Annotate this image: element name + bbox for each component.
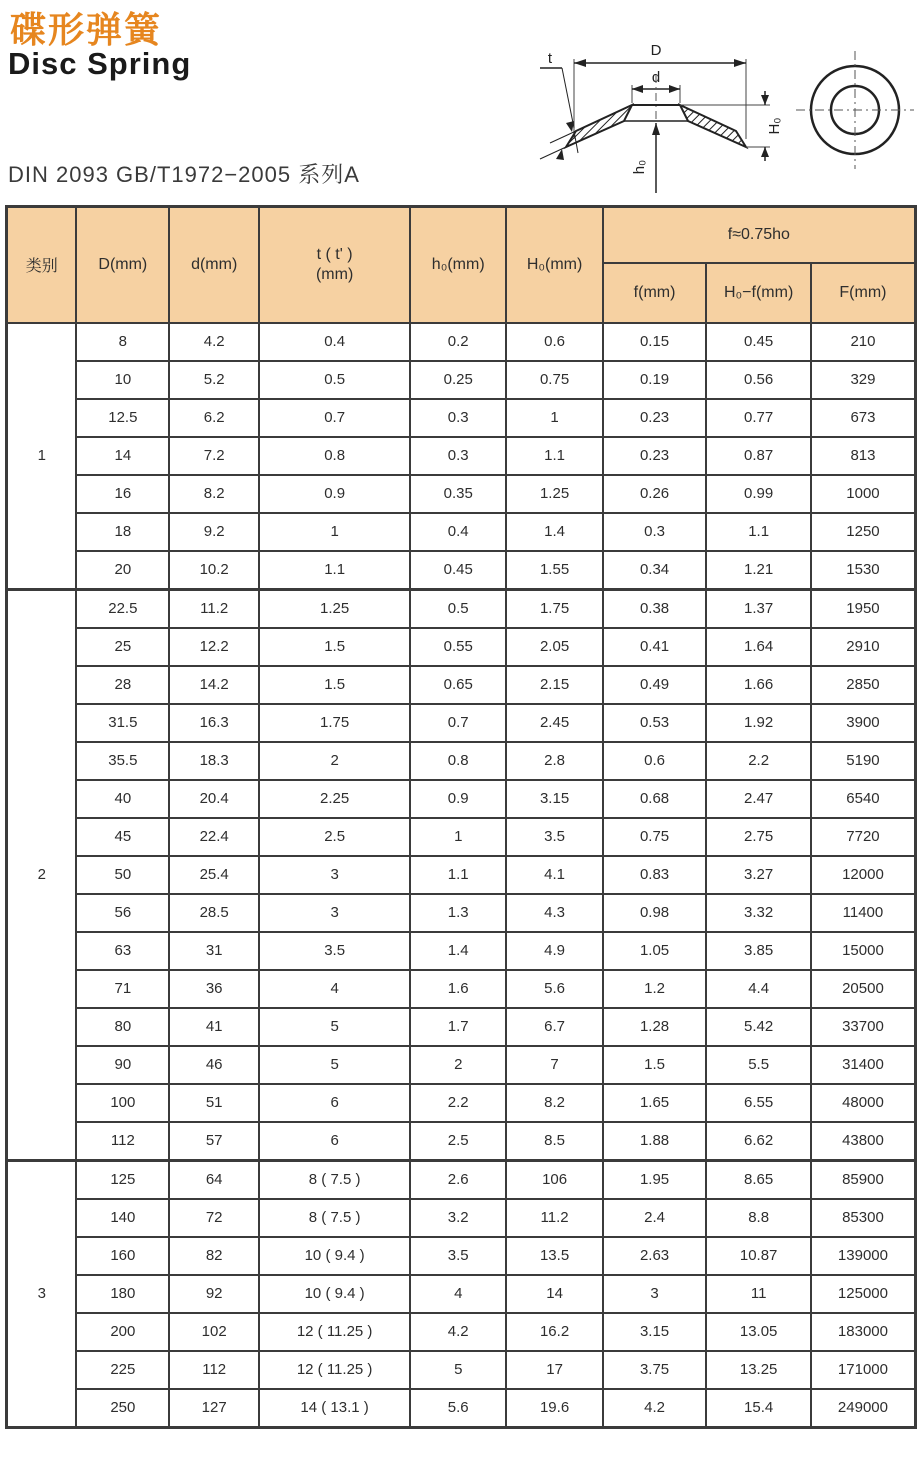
value-cell: 3.2 (410, 1199, 506, 1237)
value-cell: 0.65 (410, 666, 506, 704)
table-row (7, 513, 916, 551)
value-cell: 0.6 (506, 323, 602, 361)
value-cell: 3 (259, 894, 410, 932)
value-cell: 102 (169, 1313, 259, 1351)
value-cell: 200 (76, 1313, 169, 1351)
value-cell: 1.64 (706, 628, 811, 666)
value-cell: 1.1 (706, 513, 811, 551)
value-cell: 1.21 (706, 551, 811, 590)
value-cell: 1.75 (259, 704, 410, 742)
value-cell: 43800 (811, 1122, 916, 1161)
table-row (7, 589, 916, 628)
value-cell: 2.2 (410, 1084, 506, 1122)
value-cell: 2.8 (506, 742, 602, 780)
value-cell: 25 (76, 628, 169, 666)
standard-reference: DIN 2093 GB/T1972−2005 系列A (8, 162, 360, 187)
table-row (7, 1160, 916, 1199)
value-cell: 1.2 (603, 970, 707, 1008)
value-cell: 0.9 (410, 780, 506, 818)
value-cell: 0.6 (603, 742, 707, 780)
value-cell: 0.35 (410, 475, 506, 513)
value-cell: 90 (76, 1046, 169, 1084)
value-cell: 250 (76, 1389, 169, 1428)
page-title-chinese: 碟形弹簧 (10, 9, 163, 50)
value-cell: 0.8 (410, 742, 506, 780)
value-cell: 8 ( 7.5 ) (259, 1199, 410, 1237)
table-row (7, 1046, 916, 1084)
value-cell: 0.41 (603, 628, 707, 666)
value-cell: 31.5 (76, 704, 169, 742)
value-cell: 112 (169, 1351, 259, 1389)
value-cell: 1.88 (603, 1122, 707, 1161)
col-header-t (259, 207, 410, 323)
value-cell: 11400 (811, 894, 916, 932)
value-cell: 18.3 (169, 742, 259, 780)
value-cell: 4.4 (706, 970, 811, 1008)
value-cell: 5.6 (506, 970, 602, 1008)
value-cell: 0.23 (603, 437, 707, 475)
value-cell: 0.87 (706, 437, 811, 475)
value-cell: 139000 (811, 1237, 916, 1275)
value-cell: 0.15 (603, 323, 707, 361)
table-row (7, 437, 916, 475)
value-cell: 1.5 (259, 666, 410, 704)
value-cell: 45 (76, 818, 169, 856)
value-cell: 1.6 (410, 970, 506, 1008)
value-cell: 1.92 (706, 704, 811, 742)
col-header-t-line1: t ( t' ) (316, 245, 353, 263)
table-row (7, 932, 916, 970)
value-cell: 100 (76, 1084, 169, 1122)
value-cell: 71 (76, 970, 169, 1008)
table-row (7, 704, 916, 742)
value-cell: 5.5 (706, 1046, 811, 1084)
table-row (7, 551, 916, 590)
table-row (7, 628, 916, 666)
value-cell: 28.5 (169, 894, 259, 932)
value-cell: 56 (76, 894, 169, 932)
value-cell: 1 (259, 513, 410, 551)
table-row (7, 1084, 916, 1122)
value-cell: 0.45 (410, 551, 506, 590)
value-cell: 0.49 (603, 666, 707, 704)
value-cell: 1.5 (603, 1046, 707, 1084)
value-cell: 4 (259, 970, 410, 1008)
value-cell: 22.5 (76, 589, 169, 628)
value-cell: 8.5 (506, 1122, 602, 1161)
col-header-f-group: f≈0.75ho (603, 207, 916, 263)
table-row (7, 475, 916, 513)
value-cell: 1 (506, 399, 602, 437)
value-cell: 0.4 (259, 323, 410, 361)
value-cell: 5 (259, 1046, 410, 1084)
value-cell: 12 ( 11.25 ) (259, 1351, 410, 1389)
value-cell: 51 (169, 1084, 259, 1122)
value-cell: 1.65 (603, 1084, 707, 1122)
col-header-category: 类别 (7, 207, 77, 323)
value-cell: 0.77 (706, 399, 811, 437)
value-cell: 3.15 (506, 780, 602, 818)
value-cell: 813 (811, 437, 916, 475)
value-cell: 20 (76, 551, 169, 590)
col-header-d: d(mm) (169, 207, 259, 323)
value-cell: 3 (259, 856, 410, 894)
value-cell: 8.2 (169, 475, 259, 513)
value-cell: 2.2 (706, 742, 811, 780)
value-cell: 3.5 (506, 818, 602, 856)
value-cell: 1000 (811, 475, 916, 513)
value-cell: 0.34 (603, 551, 707, 590)
dim-label-H0: H₀ (766, 117, 783, 135)
value-cell: 7720 (811, 818, 916, 856)
value-cell: 125000 (811, 1275, 916, 1313)
value-cell: 5.2 (169, 361, 259, 399)
value-cell: 1.75 (506, 589, 602, 628)
value-cell: 1.37 (706, 589, 811, 628)
value-cell: 40 (76, 780, 169, 818)
value-cell: 4 (410, 1275, 506, 1313)
value-cell: 1950 (811, 589, 916, 628)
value-cell: 0.25 (410, 361, 506, 399)
value-cell: 12.2 (169, 628, 259, 666)
value-cell: 1.25 (506, 475, 602, 513)
value-cell: 1.1 (506, 437, 602, 475)
table-row (7, 856, 916, 894)
value-cell: 6.7 (506, 1008, 602, 1046)
value-cell: 1.5 (259, 628, 410, 666)
value-cell: 0.4 (410, 513, 506, 551)
value-cell: 1.25 (259, 589, 410, 628)
value-cell: 12 ( 11.25 ) (259, 1313, 410, 1351)
value-cell: 0.55 (410, 628, 506, 666)
value-cell: 4.1 (506, 856, 602, 894)
value-cell: 0.3 (603, 513, 707, 551)
value-cell: 22.4 (169, 818, 259, 856)
value-cell: 16.3 (169, 704, 259, 742)
value-cell: 0.5 (259, 361, 410, 399)
value-cell: 16 (76, 475, 169, 513)
value-cell: 0.7 (259, 399, 410, 437)
table-row (7, 1199, 916, 1237)
value-cell: 210 (811, 323, 916, 361)
value-cell: 180 (76, 1275, 169, 1313)
col-header-D: D(mm) (76, 207, 169, 323)
value-cell: 63 (76, 932, 169, 970)
table-row (7, 1122, 916, 1161)
value-cell: 5 (410, 1351, 506, 1389)
disc-spring-diagram (532, 35, 922, 205)
value-cell: 1 (410, 818, 506, 856)
table-row (7, 361, 916, 399)
value-cell: 10 ( 9.4 ) (259, 1237, 410, 1275)
value-cell: 0.75 (603, 818, 707, 856)
value-cell: 50 (76, 856, 169, 894)
value-cell: 12.5 (76, 399, 169, 437)
value-cell: 3.32 (706, 894, 811, 932)
value-cell: 15.4 (706, 1389, 811, 1428)
value-cell: 15000 (811, 932, 916, 970)
dim-label-t: t (547, 50, 553, 67)
value-cell: 225 (76, 1351, 169, 1389)
value-cell: 3.5 (259, 932, 410, 970)
value-cell: 112 (76, 1122, 169, 1161)
value-cell: 106 (506, 1160, 602, 1199)
value-cell: 1.4 (506, 513, 602, 551)
table-row (7, 818, 916, 856)
value-cell: 8 (76, 323, 169, 361)
value-cell: 0.5 (410, 589, 506, 628)
col-header-f: f(mm) (603, 263, 707, 323)
value-cell: 4.2 (603, 1389, 707, 1428)
value-cell: 5.6 (410, 1389, 506, 1428)
disc-spring-top-view (788, 35, 922, 185)
value-cell: 5190 (811, 742, 916, 780)
value-cell: 3 (603, 1275, 707, 1313)
value-cell: 9.2 (169, 513, 259, 551)
category-cell: 3 (7, 1160, 77, 1427)
value-cell: 5 (259, 1008, 410, 1046)
value-cell: 10.87 (706, 1237, 811, 1275)
value-cell: 10 (76, 361, 169, 399)
value-cell: 48000 (811, 1084, 916, 1122)
value-cell: 3.27 (706, 856, 811, 894)
value-cell: 72 (169, 1199, 259, 1237)
value-cell: 6.62 (706, 1122, 811, 1161)
value-cell: 8 ( 7.5 ) (259, 1160, 410, 1199)
value-cell: 329 (811, 361, 916, 399)
value-cell: 4.2 (169, 323, 259, 361)
value-cell: 10 ( 9.4 ) (259, 1275, 410, 1313)
value-cell: 0.3 (410, 399, 506, 437)
value-cell: 0.53 (603, 704, 707, 742)
value-cell: 0.56 (706, 361, 811, 399)
value-cell: 0.99 (706, 475, 811, 513)
disc-spring-spec-table (5, 205, 917, 1429)
value-cell: 183000 (811, 1313, 916, 1351)
value-cell: 28 (76, 666, 169, 704)
value-cell: 57 (169, 1122, 259, 1161)
value-cell: 85300 (811, 1199, 916, 1237)
value-cell: 3.85 (706, 932, 811, 970)
col-header-F: F(mm) (811, 263, 916, 323)
value-cell: 1.4 (410, 932, 506, 970)
value-cell: 92 (169, 1275, 259, 1313)
value-cell: 2850 (811, 666, 916, 704)
value-cell: 127 (169, 1389, 259, 1428)
spec-table-body (7, 323, 916, 1428)
value-cell: 1.05 (603, 932, 707, 970)
table-row (7, 399, 916, 437)
value-cell: 8.65 (706, 1160, 811, 1199)
value-cell: 4.2 (410, 1313, 506, 1351)
value-cell: 36 (169, 970, 259, 1008)
value-cell: 0.45 (706, 323, 811, 361)
value-cell: 2.05 (506, 628, 602, 666)
value-cell: 7.2 (169, 437, 259, 475)
table-row (7, 742, 916, 780)
value-cell: 1.66 (706, 666, 811, 704)
value-cell: 2.15 (506, 666, 602, 704)
value-cell: 4.3 (506, 894, 602, 932)
table-row (7, 970, 916, 1008)
value-cell: 1.28 (603, 1008, 707, 1046)
value-cell: 0.8 (259, 437, 410, 475)
value-cell: 31400 (811, 1046, 916, 1084)
value-cell: 0.19 (603, 361, 707, 399)
disc-spring-cross-section (532, 35, 784, 205)
value-cell: 13.25 (706, 1351, 811, 1389)
value-cell: 11.2 (506, 1199, 602, 1237)
value-cell: 4.9 (506, 932, 602, 970)
col-header-t-line2: (mm) (315, 265, 354, 283)
value-cell: 0.75 (506, 361, 602, 399)
value-cell: 2.75 (706, 818, 811, 856)
value-cell: 0.2 (410, 323, 506, 361)
value-cell: 2.5 (259, 818, 410, 856)
value-cell: 140 (76, 1199, 169, 1237)
value-cell: 125 (76, 1160, 169, 1199)
value-cell: 0.26 (603, 475, 707, 513)
value-cell: 46 (169, 1046, 259, 1084)
category-cell: 2 (7, 589, 77, 1160)
value-cell: 3.5 (410, 1237, 506, 1275)
value-cell: 6 (259, 1122, 410, 1161)
value-cell: 13.05 (706, 1313, 811, 1351)
value-cell: 2.45 (506, 704, 602, 742)
value-cell: 3.75 (603, 1351, 707, 1389)
value-cell: 80 (76, 1008, 169, 1046)
dim-label-h0: h₀ (631, 159, 648, 175)
value-cell: 0.3 (410, 437, 506, 475)
value-cell: 1.55 (506, 551, 602, 590)
value-cell: 14.2 (169, 666, 259, 704)
value-cell: 1530 (811, 551, 916, 590)
value-cell: 25.4 (169, 856, 259, 894)
value-cell: 0.98 (603, 894, 707, 932)
page-title-english: Disc Spring (8, 46, 192, 81)
value-cell: 41 (169, 1008, 259, 1046)
value-cell: 6 (259, 1084, 410, 1122)
value-cell: 2.5 (410, 1122, 506, 1161)
value-cell: 0.38 (603, 589, 707, 628)
value-cell: 13.5 (506, 1237, 602, 1275)
value-cell: 1.3 (410, 894, 506, 932)
value-cell: 0.68 (603, 780, 707, 818)
value-cell: 20.4 (169, 780, 259, 818)
table-row (7, 1275, 916, 1313)
col-header-H0: H₀(mm) (506, 207, 602, 323)
value-cell: 2 (410, 1046, 506, 1084)
value-cell: 0.9 (259, 475, 410, 513)
value-cell: 2 (259, 742, 410, 780)
table-row (7, 1237, 916, 1275)
value-cell: 33700 (811, 1008, 916, 1046)
value-cell: 14 ( 13.1 ) (259, 1389, 410, 1428)
table-row (7, 1008, 916, 1046)
table-header (7, 207, 916, 323)
value-cell: 2.4 (603, 1199, 707, 1237)
value-cell: 6540 (811, 780, 916, 818)
value-cell: 1.1 (259, 551, 410, 590)
col-header-h0: h₀(mm) (410, 207, 506, 323)
value-cell: 673 (811, 399, 916, 437)
value-cell: 35.5 (76, 742, 169, 780)
value-cell: 14 (76, 437, 169, 475)
value-cell: 2.63 (603, 1237, 707, 1275)
value-cell: 82 (169, 1237, 259, 1275)
value-cell: 0.7 (410, 704, 506, 742)
value-cell: 249000 (811, 1389, 916, 1428)
value-cell: 8.8 (706, 1199, 811, 1237)
value-cell: 171000 (811, 1351, 916, 1389)
value-cell: 2.47 (706, 780, 811, 818)
category-cell: 1 (7, 323, 77, 590)
value-cell: 2.6 (410, 1160, 506, 1199)
table-row (7, 1313, 916, 1351)
value-cell: 11.2 (169, 589, 259, 628)
value-cell: 3.15 (603, 1313, 707, 1351)
value-cell: 14 (506, 1275, 602, 1313)
value-cell: 0.83 (603, 856, 707, 894)
value-cell: 1250 (811, 513, 916, 551)
value-cell: 18 (76, 513, 169, 551)
value-cell: 2.25 (259, 780, 410, 818)
value-cell: 160 (76, 1237, 169, 1275)
value-cell: 8.2 (506, 1084, 602, 1122)
value-cell: 1.1 (410, 856, 506, 894)
value-cell: 5.42 (706, 1008, 811, 1046)
table-row (7, 780, 916, 818)
value-cell: 11 (706, 1275, 811, 1313)
value-cell: 2910 (811, 628, 916, 666)
value-cell: 1.7 (410, 1008, 506, 1046)
value-cell: 1.95 (603, 1160, 707, 1199)
value-cell: 19.6 (506, 1389, 602, 1428)
value-cell: 3900 (811, 704, 916, 742)
dim-label-D: D (650, 42, 662, 59)
value-cell: 6.55 (706, 1084, 811, 1122)
value-cell: 85900 (811, 1160, 916, 1199)
page-header (0, 0, 922, 205)
value-cell: 64 (169, 1160, 259, 1199)
value-cell: 17 (506, 1351, 602, 1389)
table-row (7, 666, 916, 704)
value-cell: 12000 (811, 856, 916, 894)
dim-label-d: d (651, 69, 661, 86)
value-cell: 6.2 (169, 399, 259, 437)
value-cell: 10.2 (169, 551, 259, 590)
col-header-H0-minus-f: H₀−f(mm) (706, 263, 811, 323)
table-row (7, 323, 916, 361)
value-cell: 31 (169, 932, 259, 970)
value-cell: 16.2 (506, 1313, 602, 1351)
value-cell: 0.23 (603, 399, 707, 437)
table-row (7, 894, 916, 932)
value-cell: 7 (506, 1046, 602, 1084)
table-row (7, 1389, 916, 1428)
value-cell: 20500 (811, 970, 916, 1008)
table-row (7, 1351, 916, 1389)
